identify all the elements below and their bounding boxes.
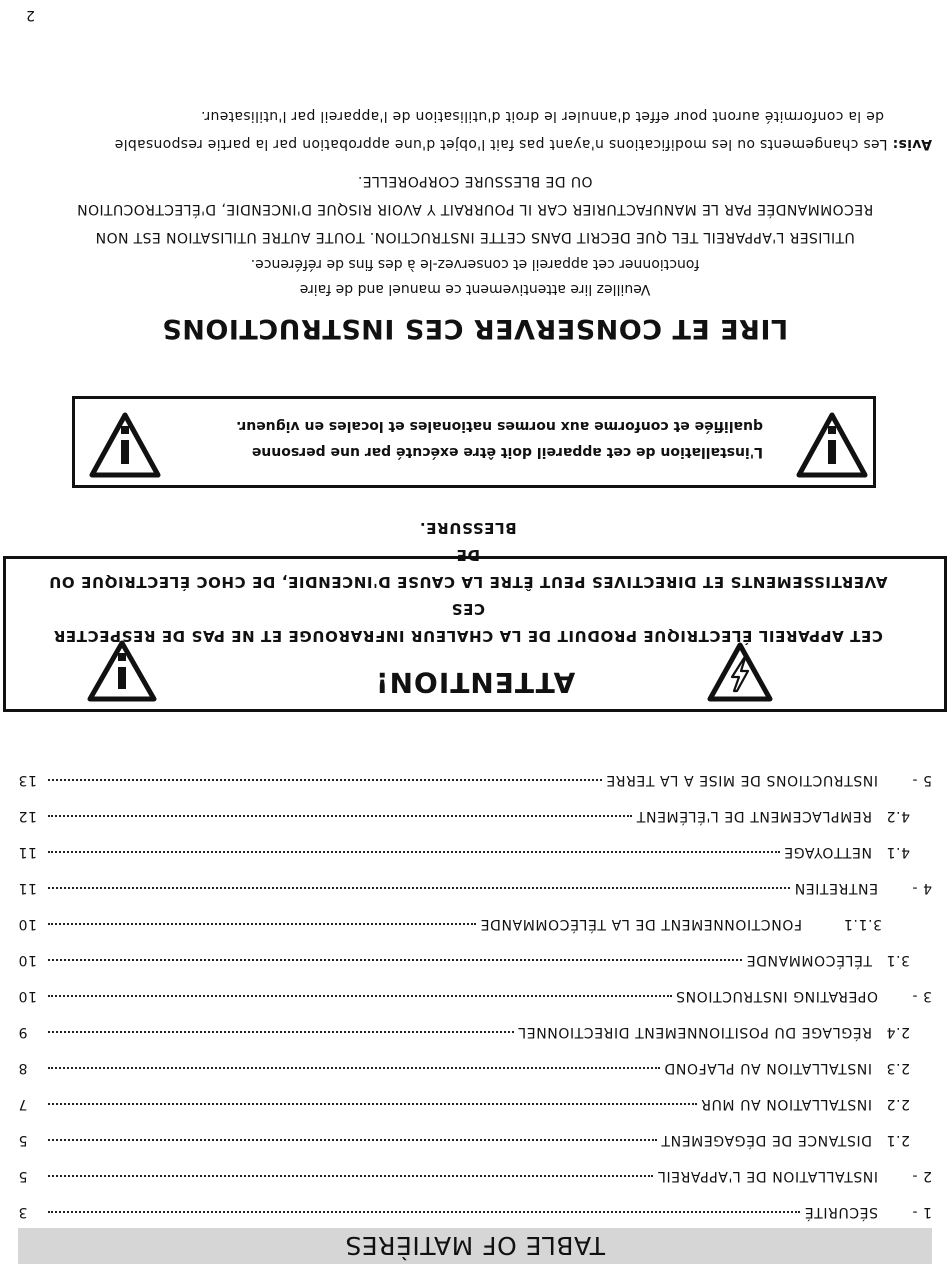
- toc-leader-dots: [48, 851, 780, 854]
- notice-line: de la conformité auront pour effet d'annuler le droit d'utilisation de l'appareil par l'utilisateur.: [200, 108, 884, 124]
- toc-header: [18, 1228, 932, 1264]
- toc-entry-label: NETTOYAGE: [783, 844, 872, 860]
- toc-entry[interactable]: [18, 1090, 910, 1112]
- toc-entry-number: 1 -: [911, 1204, 932, 1220]
- toc-entry-label: OPERATING INSTRUCTIONS: [675, 988, 878, 1004]
- toc-entry-page: 11: [18, 880, 38, 896]
- toc-entry-label: INSTALLATION AU PLAFOND: [663, 1060, 872, 1076]
- toc-entry-number: 2.3: [885, 1060, 910, 1076]
- toc-entry-page: 7: [18, 1096, 28, 1112]
- toc-entry-number: 3.1.1: [843, 916, 882, 932]
- notice-line: Les changements ou les modifications n'ayant pas fait l'objet d'une approbation par la partie responsable: [114, 136, 888, 152]
- toc-entry[interactable]: [18, 802, 910, 824]
- toc-entry[interactable]: [18, 946, 910, 968]
- usage-warning-line: UTILISER L'APPAREIL TEL QUE DECRIT DANS CETTE INSTRUCTION. TOUTE AUTRE UTILISATION EST NON: [95, 229, 855, 245]
- toc-leader-dots: [48, 923, 476, 926]
- attention-title: ATTENTION!: [374, 666, 576, 699]
- toc-entry-label: FONCTIONNEMENT DE LA TÉLÉCOMMANDE: [480, 916, 802, 932]
- usage-warning: [0, 167, 950, 251]
- toc-leader-dots: [48, 1031, 514, 1034]
- modification-notice: [12, 102, 932, 158]
- toc-entry-label: TÉLÉCOMMANDE: [746, 952, 872, 968]
- toc-entry-number: 3 -: [911, 988, 932, 1004]
- toc-entry[interactable]: [18, 874, 932, 896]
- toc-entry-number: 4.1: [885, 844, 910, 860]
- toc-entry-page: 12: [18, 808, 38, 824]
- toc-entry-page: 8: [18, 1060, 28, 1076]
- installation-notice-box: [72, 396, 876, 488]
- attention-text-line: CET APPAREIL ÉLECTRIQUE PRODUIT DE LA CHALEUR INFRAROUGE ET NE PAS DE RESPECTER CES: [53, 600, 883, 645]
- keep-instructions-intro: [0, 251, 950, 301]
- toc-entry-page: 11: [18, 844, 38, 860]
- toc-entry[interactable]: [18, 1198, 932, 1220]
- toc-entry-label: SÉCURITÉ: [804, 1204, 878, 1220]
- usage-warning-line: OU DE BLESSURE CORPORELLE.: [357, 173, 593, 189]
- toc-entry-number: 2.2: [885, 1096, 910, 1112]
- toc-leader-dots: [48, 1211, 800, 1214]
- installation-notice-line: L'installation de cet appareil doit être exécuté par une personne: [251, 444, 763, 460]
- toc-entry[interactable]: [18, 838, 910, 860]
- toc-leader-dots: [48, 887, 790, 890]
- installation-notice-line: qualifiée et conforme aux normes nationales et locales en vigueur.: [236, 418, 763, 434]
- toc-leader-dots: [48, 1139, 657, 1142]
- toc-leader-dots: [48, 995, 672, 998]
- toc-entry[interactable]: [18, 1162, 932, 1184]
- toc-entry-page: 9: [18, 1024, 28, 1040]
- toc-leader-dots: [48, 815, 632, 818]
- toc-entry[interactable]: [18, 766, 932, 788]
- attention-text-line: BLESSURE.: [419, 519, 517, 537]
- toc-title: TABLE OF MATIÈRES: [345, 1231, 605, 1261]
- toc-leader-dots: [48, 1175, 653, 1178]
- attention-text: [38, 514, 898, 649]
- toc-entry-label: DISTANCE DE DÉGAGEMENT: [660, 1132, 872, 1148]
- toc-entry[interactable]: [18, 1054, 910, 1076]
- toc-entry-number: 3.1: [885, 952, 910, 968]
- toc-entry-label: INSTRUCTIONS DE MISE A LA TERRE: [605, 772, 878, 788]
- toc-leader-dots: [48, 1103, 697, 1106]
- toc-entry[interactable]: [18, 910, 882, 932]
- toc-entry-label: INSTALLATION AU MUR: [700, 1096, 872, 1112]
- attention-text-line: AVERTISSEMENTS ET DIRECTIVES PEUT ÊTRE LA CAUSE D'INCENDIE, DE CHOC ÉLECTRIQUE OU DE: [48, 546, 888, 591]
- toc-entry-label: RÉGLAGE DU POSITIONNEMENT DIRECTIONNEL: [517, 1024, 872, 1040]
- page-number: 2: [26, 7, 35, 23]
- toc-entry-page: 10: [18, 916, 38, 932]
- general-warning-icon: [795, 407, 869, 479]
- toc-entry-page: 13: [18, 772, 38, 788]
- toc-entry-page: 10: [18, 952, 38, 968]
- toc-entry-number: 5 -: [911, 772, 932, 788]
- toc-leader-dots: [48, 959, 742, 962]
- toc-leader-dots: [48, 779, 602, 782]
- intro-line: Veuillez lire attentivement ce manuel and de faire: [299, 281, 651, 297]
- toc-entry-page: 3: [18, 1204, 28, 1220]
- usage-warning-line: RECOMMANDÉE PAR LE MANUFACTURIER CAR IL POURRAIT Y AVOIR RISQUE D'INCENDIE, D'ÉLECTROCUTION: [76, 201, 874, 217]
- toc-entry-number: 4.2: [885, 808, 910, 824]
- toc-entry-label: ENTRETIEN: [794, 880, 878, 896]
- toc-entry[interactable]: [18, 1018, 910, 1040]
- toc-entry[interactable]: [18, 982, 932, 1004]
- toc-entry-number: 2.1: [885, 1132, 910, 1148]
- keep-instructions-title: LIRE ET CONSERVER CES INSTRUCTIONS: [161, 313, 789, 344]
- toc-entry-number: 2 -: [911, 1168, 932, 1184]
- toc-leader-dots: [48, 1067, 660, 1070]
- toc-entry-page: 5: [18, 1132, 28, 1148]
- toc-entry[interactable]: [18, 1126, 910, 1148]
- notice-label: Avis:: [892, 136, 932, 152]
- toc-entry-page: 10: [18, 988, 38, 1004]
- toc-entry-number: 2.4: [885, 1024, 910, 1040]
- installation-notice-text: [163, 413, 763, 465]
- toc-entry-label: REMPLACEMENT DE L'ÉLÉMENT: [636, 808, 872, 824]
- attention-box: [3, 519, 947, 712]
- toc-entry-number: 4 -: [911, 880, 932, 896]
- toc-entry-page: 5: [18, 1168, 28, 1184]
- intro-line: fonctionner cet appareil et conservez-le à des fins de référence.: [250, 256, 700, 272]
- general-warning-icon: [88, 407, 162, 479]
- toc-entry-label: INSTALLATION DE L'APPAREIL: [657, 1168, 878, 1184]
